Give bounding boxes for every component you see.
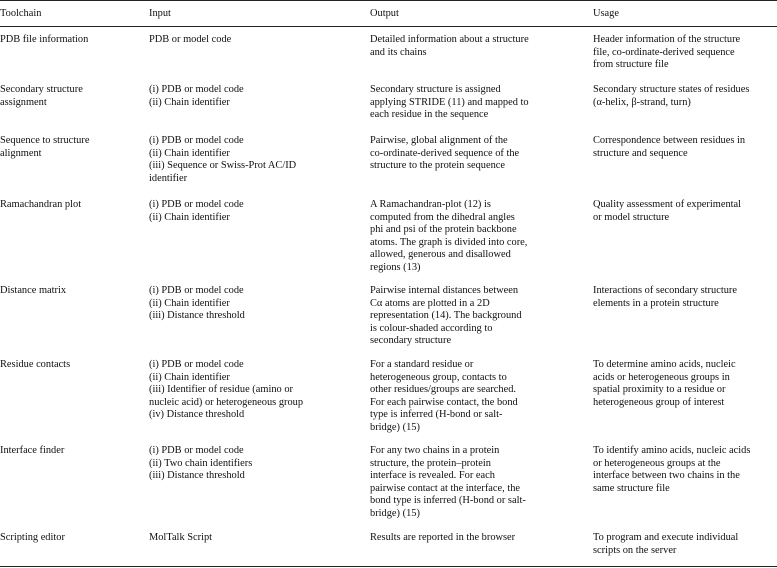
input-cell: PDB or model code <box>149 34 232 45</box>
usage-cell: Interactions of secondary structure elements in a protein structure <box>593 285 737 309</box>
input-cell: MolTalk Script <box>149 532 213 543</box>
input-cell: (i) PDB or model code (ii) Two chain identifiers (iii) Distance threshold <box>149 445 253 482</box>
usage-cell: To identify amino acids, nucleic acids or heterogeneous groups at the interface between two chains in the same structure file <box>593 445 751 494</box>
header-output: Output <box>370 8 399 19</box>
toolchain-cell: Residue contacts <box>0 359 71 370</box>
output-cell: For a standard residue or heterogeneous group, contacts to other residues/groups are searched. For each pairwise contact, the bond type is inferred (H-bond or salt- bridge) (15) <box>370 359 518 433</box>
input-cell: (i) PDB or model code (ii) Chain identifier <box>149 84 244 108</box>
output-cell: Pairwise, global alignment of the co-ordinate-derived sequence of the structure to the protein sequence <box>370 135 520 172</box>
usage-cell: To program and execute individual scripts on the server <box>593 532 739 556</box>
output-cell: For any two chains in a protein structure, the protein–protein interface is revealed. For each pairwise contact at the interface, the bond type is inferred (H-bond or salt- bridge) (15) <box>370 445 526 519</box>
toolchain-cell: Ramachandran plot <box>0 199 82 210</box>
usage-cell: Header information of the structure file, co-ordinate-derived sequence from structure file <box>593 34 741 71</box>
output-cell: Secondary structure is assigned applying STRIDE (11) and mapped to each residue in the sequence <box>370 84 529 121</box>
output-cell: A Ramachandran-plot (12) is computed from the dihedral angles phi and psi of the protein backbone atoms. The graph is divided into core, allowed, generous and disallowed regions (13) <box>370 199 528 273</box>
toolchain-cell: Secondary structure assignment <box>0 84 83 108</box>
header-toolchain: Toolchain <box>0 8 42 19</box>
toolchain-cell: PDB file information <box>0 34 89 45</box>
toolchain-cell: Scripting editor <box>0 532 65 543</box>
toolchain-cell: Interface finder <box>0 445 65 456</box>
usage-cell: Correspondence between residues in structure and sequence <box>593 135 746 159</box>
header-usage: Usage <box>593 8 619 19</box>
input-cell: (i) PDB or model code (ii) Chain identifier (iii) Identifier of residue (amino or nucleic acid) or heterogeneous group (iv) Distance threshold <box>149 359 304 421</box>
usage-cell: Quality assessment of experimental or model structure <box>593 199 742 223</box>
input-cell: (i) PDB or model code (ii) Chain identifier <box>149 199 244 223</box>
toolchain-cell: Sequence to structure alignment <box>0 135 90 159</box>
usage-cell: To determine amino acids, nucleic acids or heterogeneous groups in spatial proximity to a residue or heterogeneous group of interest <box>593 359 736 408</box>
usage-cell: Secondary structure states of residues (α-helix, β-strand, turn) <box>593 84 750 108</box>
output-cell: Detailed information about a structure and its chains <box>370 34 529 58</box>
table-bottom-rule <box>0 566 777 567</box>
output-cell: Pairwise internal distances between Cα atoms are plotted in a 2D representation (14). The background is colour-shaded according to secondary structure <box>370 285 522 347</box>
header-input: Input <box>149 8 171 19</box>
table-header-rule <box>0 26 777 27</box>
input-cell: (i) PDB or model code (ii) Chain identifier (iii) Distance threshold <box>149 285 245 322</box>
input-cell: (i) PDB or model code (ii) Chain identifier (iii) Sequence or Swiss-Prot AC/ID identifier <box>149 135 297 184</box>
table-top-rule <box>0 0 777 1</box>
output-cell: Results are reported in the browser <box>370 532 516 543</box>
toolchain-cell: Distance matrix <box>0 285 67 296</box>
